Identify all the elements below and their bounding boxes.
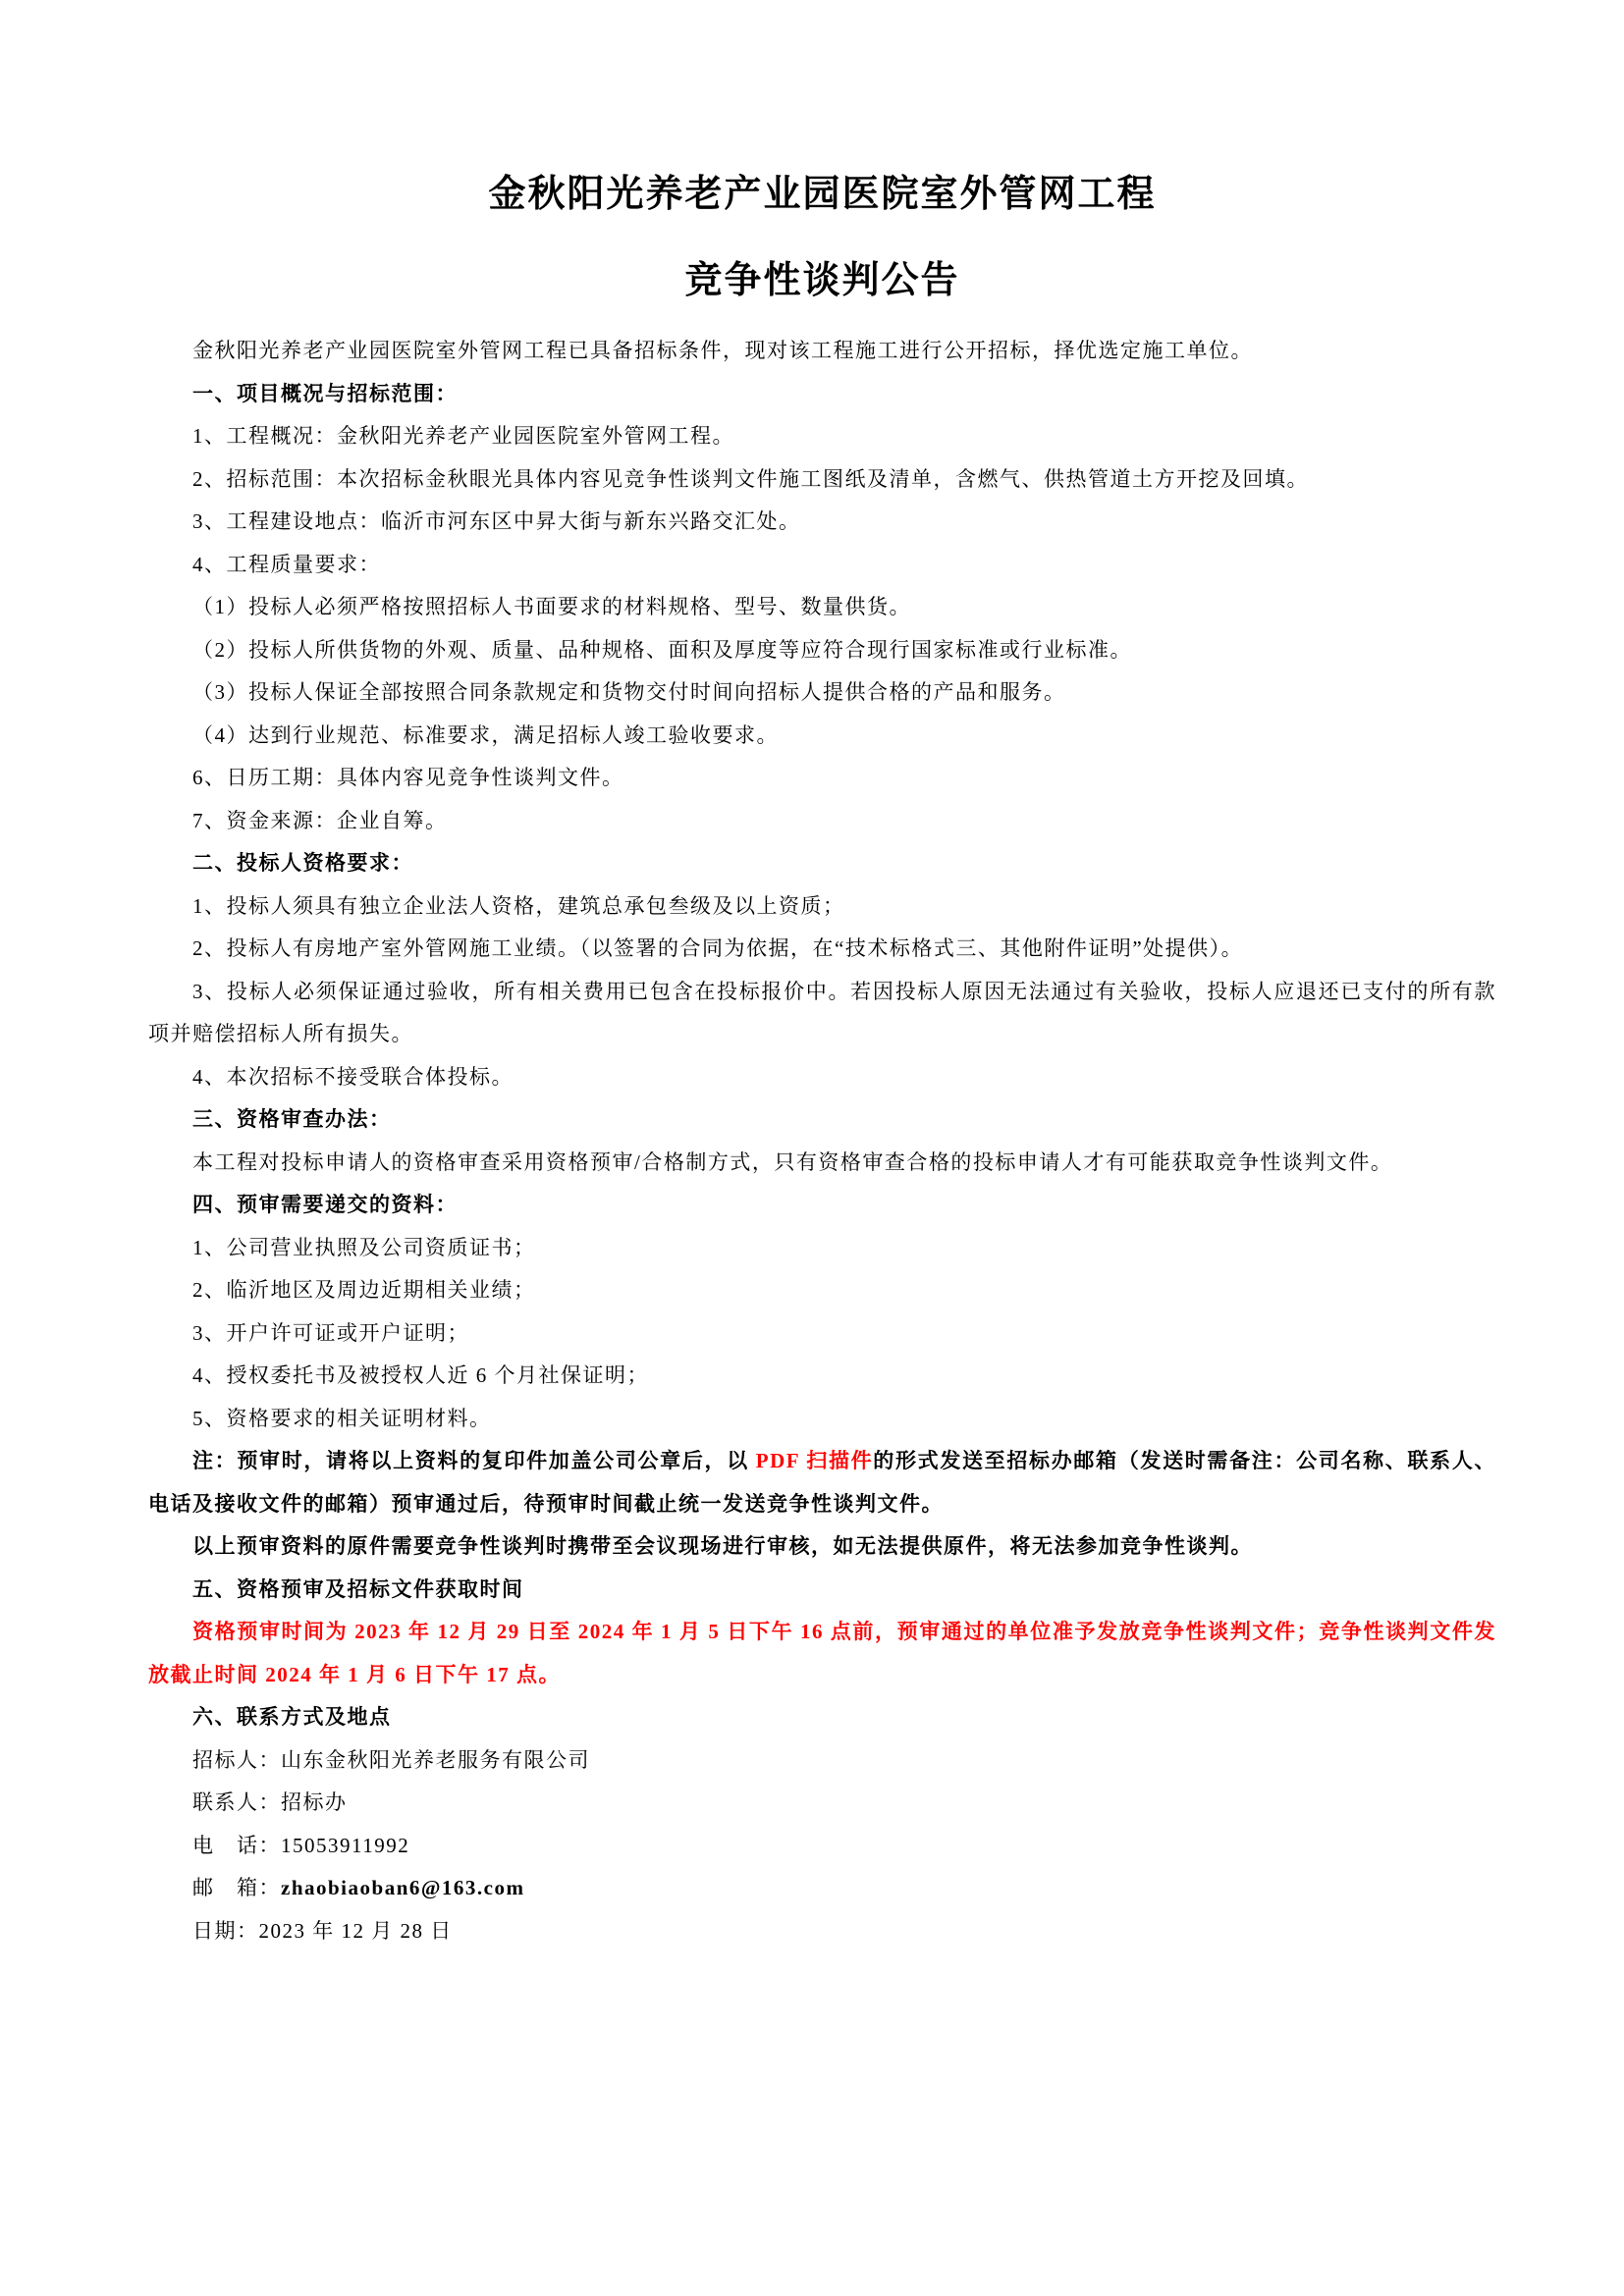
material-item <box>148 1312 1496 1356</box>
text-run: 的形式发送至招标办邮箱（发送时需备注：公司名称、联系人、电话及接收文件的邮箱）预审通过后，待预审时间截止统一发送竞争性谈判文件。 <box>148 1449 1497 1516</box>
text-run: （2）投标人所供货物的外观、质量、品种规格、面积及厚度等应符合现行国家标准或行业标准。 <box>192 637 1132 662</box>
material-item <box>148 1355 1496 1398</box>
section-1-heading <box>148 373 1496 416</box>
list-item-funding <box>148 800 1496 843</box>
note-paragraph <box>148 1440 1496 1525</box>
text-run: 六、联系方式及地点 <box>192 1705 392 1729</box>
original-docs-note <box>148 1525 1496 1569</box>
text-run: 四、预审需要递交的资料： <box>192 1193 458 1216</box>
material-item <box>148 1227 1496 1270</box>
text-run: 3、工程建设地点：临沂市河东区中昇大街与新东兴路交汇处。 <box>192 509 801 533</box>
text-run: 日期：2023 年 12 月 28 日 <box>192 1918 453 1943</box>
text-run: 2、投标人有房地产室外管网施工业绩。（以签署的合同为依据，在“技术标格式三、其他附件证明”处提供）。 <box>192 936 1244 960</box>
quality-sub-item <box>148 671 1496 715</box>
section-6-heading <box>148 1696 1496 1739</box>
text-run: 4、授权委托书及被授权人近 6 个月社保证明； <box>192 1363 649 1387</box>
date-line <box>148 1910 1496 1953</box>
text-run: 1、投标人须具有独立企业法人资格，建筑总承包叁级及以上资质； <box>192 893 845 918</box>
list-item-schedule <box>148 757 1496 800</box>
list-item-project-overview <box>148 415 1496 458</box>
text-run: 5、资格要求的相关证明材料。 <box>192 1406 492 1430</box>
text-run: 4、本次招标不接受联合体投标。 <box>192 1064 514 1089</box>
document-body <box>148 330 1496 1952</box>
text-run: 二、投标人资格要求： <box>192 851 413 875</box>
text-run: 以上预审资料的原件需要竞争性谈判时携带至会议现场进行审核，如无法提供原件，将无法参加竞争性谈判。 <box>192 1534 1253 1558</box>
section-5-heading <box>148 1569 1496 1612</box>
prequalification-time-notice <box>148 1611 1496 1696</box>
text-run: 本工程对投标申请人的资格审查采用资格预审/合格制方式，只有资格审查合格的投标申请人才有可能获取竞争性谈判文件。 <box>192 1149 1393 1174</box>
text-run: 3、投标人必须保证通过验收，所有相关费用已包含在投标报价中。若因投标人原因无法通过有关验收，投标人应退还已支付的所有款项并赔偿招标人所有损失。 <box>148 979 1496 1045</box>
list-item-location <box>148 501 1496 544</box>
document-subtitle: 竞争性谈判公告 <box>684 260 960 301</box>
qualification-item <box>148 885 1496 929</box>
material-item <box>148 1269 1496 1312</box>
text-run: 1、工程概况：金秋阳光养老产业园医院室外管网工程。 <box>192 424 734 448</box>
text-run: 电 话：15053911992 <box>192 1833 410 1857</box>
text-run: 1、公司营业执照及公司资质证书； <box>192 1235 536 1259</box>
quality-sub-item <box>148 629 1496 672</box>
phone-line <box>148 1825 1496 1868</box>
email-line <box>148 1867 1496 1910</box>
text-run: 邮 箱： <box>192 1876 281 1899</box>
text-run: 7、资金来源：企业自筹。 <box>192 808 448 832</box>
text-run: 一、项目概况与招标范围： <box>192 381 458 405</box>
quality-sub-item <box>148 586 1496 629</box>
text-run: 注：预审时，请将以上资料的复印件加盖公司公章后，以 <box>192 1449 756 1472</box>
text-run: （4）达到行业规范、标准要求，满足招标人竣工验收要求。 <box>192 722 779 747</box>
document-title: 金秋阳光养老产业园医院室外管网工程 <box>488 174 1157 215</box>
quality-sub-item <box>148 715 1496 758</box>
section-2-heading <box>148 842 1496 885</box>
section-3-heading <box>148 1098 1496 1142</box>
review-method-paragraph <box>148 1142 1496 1185</box>
pdf-scan-highlight: PDF 扫描件 <box>755 1449 874 1472</box>
text-run: 三、资格审查办法： <box>192 1107 392 1131</box>
bidder-name-line <box>148 1739 1496 1783</box>
text-run: （3）投标人保证全部按照合同条款规定和货物交付时间向招标人提供合格的产品和服务。 <box>192 680 1066 704</box>
text-run: 五、资格预审及招标文件获取时间 <box>192 1576 524 1601</box>
text-run: （1）投标人必须严格按照招标人书面要求的材料规格、型号、数量供货。 <box>192 595 911 618</box>
text-run: 招标人：山东金秋阳光养老服务有限公司 <box>192 1747 590 1772</box>
text-run: 3、开户许可证或开户证明； <box>192 1320 469 1345</box>
section-4-heading <box>148 1184 1496 1227</box>
material-item <box>148 1398 1496 1441</box>
text-run: 2、招标范围：本次招标金秋眼光具体内容见竞争性谈判文件施工图纸及清单，含燃气、供热管道土方开挖及回填。 <box>192 466 1309 491</box>
text-run: 4、工程质量要求： <box>192 552 381 576</box>
email-address: zhaobiaoban6@163.com <box>281 1876 525 1899</box>
qualification-item <box>148 928 1496 971</box>
text-run: 联系人：招标办 <box>192 1790 348 1814</box>
text-run: 金秋阳光养老产业园医院室外管网工程已具备招标条件，现对该工程施工进行公开招标，择优选定施工单位。 <box>192 339 1253 362</box>
list-item-quality <box>148 544 1496 587</box>
text-run: 6、日历工期：具体内容见竞争性谈判文件。 <box>192 766 624 789</box>
contact-person-line <box>148 1782 1496 1825</box>
text-run: 资格预审时间为 2023 年 12 月 29 日至 2024 年 1 月 5 日下午 16 点前，预审通过的单位准予发放竞争性谈判文件；竞争性谈判文件发放截止时间 2024 年 1 月 6 日下午 17 点。 <box>148 1620 1496 1686</box>
text-run: 2、临沂地区及周边近期相关业绩； <box>192 1278 536 1302</box>
list-item-bid-scope <box>148 458 1496 502</box>
intro-paragraph <box>148 330 1496 373</box>
qualification-item <box>148 971 1496 1056</box>
qualification-item <box>148 1056 1496 1099</box>
